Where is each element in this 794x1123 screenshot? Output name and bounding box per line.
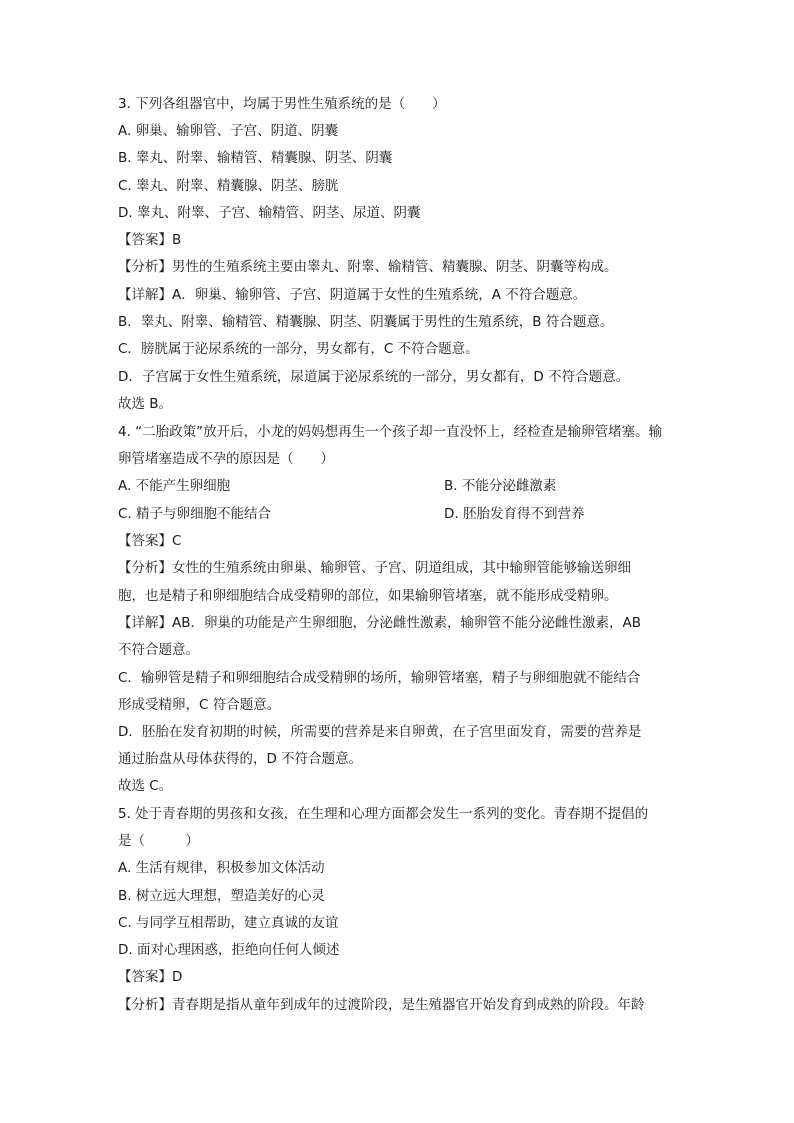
question-4-detail-4: 形成受精卵，C 符合题意。 [118,697,281,713]
question-4-option-d: D. 胚胎发育得不到营养 [444,506,585,522]
question-4-stem-1: 4. “二胎政策”放开后，小龙的妈妈想再生一个孩子却一直没怀上，经检查是输卵管堵塞。输 [118,424,663,440]
question-3-option-b: B. 睾丸、附睾、输精管、精囊腺、阴茎、阴囊 [118,150,393,166]
question-3-option-d: D. 睾丸、附睾、子宫、输精管、阴茎、尿道、阴囊 [118,205,421,221]
question-4-detail-3: C．输卵管是精子和卵细胞结合成受精卵的场所，输卵管堵塞，精子与卵细胞就不能结合 [118,670,641,686]
question-3-analysis: 【分析】男性的生殖系统主要由睾丸、附睾、输精管、精囊腺、阴茎、阴囊等构成。 [118,259,618,275]
question-3-answer: 【答案】B [118,232,182,248]
question-4-option-c: C. 精子与卵细胞不能结合 [118,506,272,522]
question-5-stem-2: 是（ ） [118,833,199,849]
question-5-answer: 【答案】D [118,969,183,985]
question-4-stem-2: 卵管堵塞造成不孕的原因是（ ） [118,451,334,467]
question-4-detail-5: D．胚胎在发育初期的时候，所需要的营养是来自卵黄，在子宫里面发育，需要的营养是 [118,724,642,740]
question-4-answer: 【答案】C [118,533,182,549]
question-5-analysis: 【分析】青春期是指从童年到成年的过渡阶段，是生殖器官开始发育到成熟的阶段。年龄 [118,997,645,1013]
question-5-option-a: A. 生活有规律，积极参加文体活动 [118,860,325,876]
question-5-option-d: D. 面对心理困惑，拒绝向任何人倾述 [118,942,340,958]
question-4-analysis-2: 胞，也是精子和卵细胞结合成受精卵的部位，如果输卵管堵塞，就不能形成受精卵。 [118,588,618,604]
question-5-option-c: C. 与同学互相帮助，建立真诚的友谊 [118,915,339,931]
question-3-detail-4: D．子宫属于女性生殖系统，尿道属于泌尿系统的一部分，男女都有，D 不符合题意。 [118,369,630,385]
question-3-detail-1: 【详解】A．卵巢、输卵管、子宫、阴道属于女性的生殖系统，A 不符合题意。 [118,287,587,303]
question-4-detail-2: 不符合题意。 [118,642,199,658]
question-3-option-c: C. 睾丸、附睾、精囊腺、阴茎、膀胱 [118,178,339,194]
question-5-option-b: B. 树立远大理想，塑造美好的心灵 [118,888,325,904]
question-4-detail-6: 通过胎盘从母体获得的，D 不符合题意。 [118,751,363,767]
question-4-detail-1: 【详解】AB．卵巢的功能是产生卵细胞，分泌雌性激素，输卵管不能分泌雌性激素，AB [118,615,641,631]
question-3-option-a: A. 卵巢、输卵管、子宫、阴道、阴囊 [118,123,339,139]
question-3-detail-2: B．睾丸、附睾、输精管、精囊腺、阴茎、阴囊属于男性的生殖系统，B 符合题意。 [118,314,614,330]
question-3-stem: 3. 下列各组器官中，均属于男性生殖系统的是（ ） [118,96,446,112]
question-4-option-b: B. 不能分泌雌激素 [444,478,557,494]
question-5-stem-1: 5. 处于青春期的男孩和女孩，在生理和心理方面都会发生一系列的变化。青春期不提倡的 [118,806,649,822]
question-3-conclusion: 故选 B。 [118,396,173,412]
question-3-detail-3: C．膀胱属于泌尿系统的一部分，男女都有，C 不符合题意。 [118,341,479,357]
question-4-option-a: A. 不能产生卵细胞 [118,478,231,494]
question-4-analysis-1: 【分析】女性的生殖系统由卵巢、输卵管、子宫、阴道组成，其中输卵管能够输送卵细 [118,560,631,576]
question-4-conclusion: 故选 C。 [118,778,173,794]
